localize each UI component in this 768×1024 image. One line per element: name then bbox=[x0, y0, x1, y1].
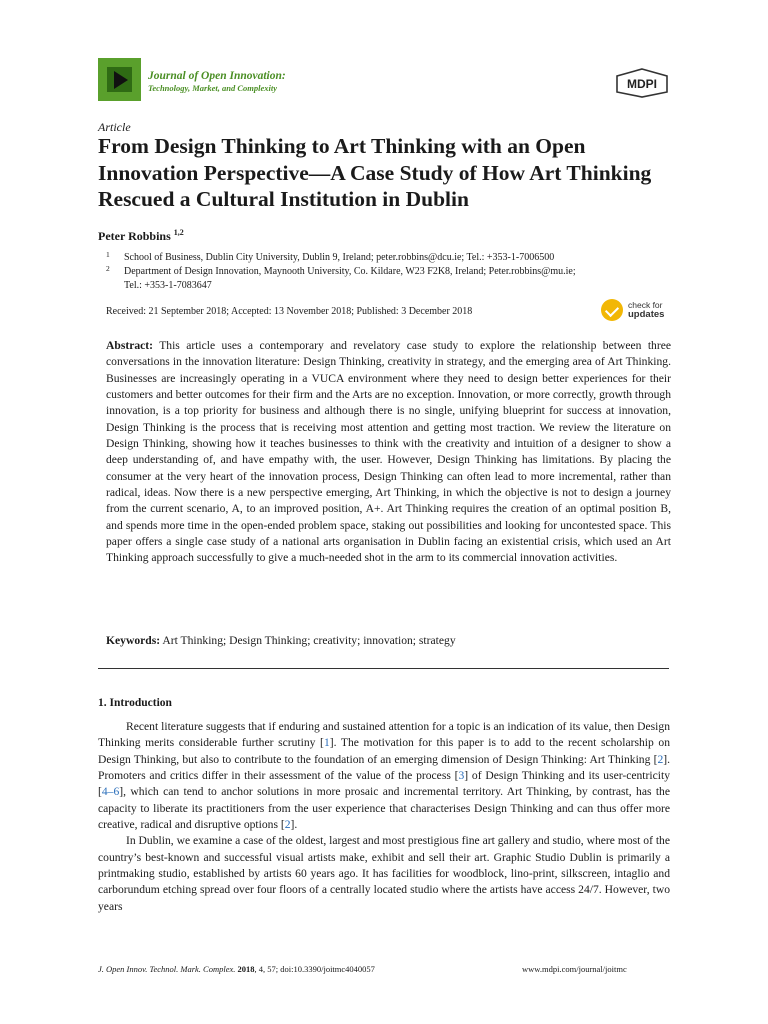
journal-abbreviation: J. Open Innov. Technol. Mark. Complex. bbox=[98, 964, 236, 974]
publication-dates: Received: 21 September 2018; Accepted: 13 November 2018; Published: 3 December 2018 bbox=[106, 306, 473, 317]
check-for-updates-button[interactable] bbox=[601, 298, 673, 324]
affiliation-number: 2 bbox=[106, 264, 110, 273]
check-updates-line2: updates bbox=[628, 309, 665, 320]
check-updates-line1: check for bbox=[628, 300, 663, 310]
keywords bbox=[106, 634, 456, 647]
abstract-label: Abstract: bbox=[106, 339, 154, 352]
footer-citation bbox=[98, 964, 375, 974]
citation-link[interactable]: 2 bbox=[657, 752, 664, 766]
section-heading: 1. Introduction bbox=[98, 697, 172, 709]
citation-year: 2018 bbox=[237, 964, 255, 974]
article-type: Article bbox=[98, 120, 131, 134]
author bbox=[98, 228, 184, 244]
journal-subtitle: Technology, Market, and Complexity bbox=[148, 83, 277, 93]
citation-link[interactable]: 1 bbox=[323, 736, 330, 750]
affiliation-text: Department of Design Innovation, Maynooth University, Co. Kildare, W23 F2K8, Ireland; Peter.robbins@mu.ie; Tel.: +353-1-7083647 bbox=[124, 266, 576, 291]
paragraph: In Dublin, we examine a case of the oldest, largest and most prestigious fine art gallery and studio, where most of the country’s best-known and successful visual artists make, exhibit and sell their art. Graphic Studio Dublin is primarily a printmaking studio, established by artists 60 years ago. It has facilities for woodblock, lino-print, silkscreen, intaglio and carborundum etching spread over four floors of a centrally located studio where the artists have access 24/7. However, two years bbox=[98, 834, 670, 913]
citation-link[interactable]: 3 bbox=[458, 769, 465, 783]
footer-url-link[interactable]: www.mdpi.com/journal/joitmc bbox=[522, 964, 627, 974]
article-title: From Design Thinking to Art Thinking with an Open Innovation Perspective—A Case Study of How Art Thinking Rescued a Cultural Institution in Dublin bbox=[98, 134, 652, 211]
citation-link[interactable]: 2 bbox=[284, 818, 291, 832]
affiliation-number: 1 bbox=[106, 250, 110, 259]
mdpi-logo-icon bbox=[614, 68, 670, 98]
journal-name: Journal of Open Innovation: bbox=[148, 70, 286, 82]
introduction-body bbox=[98, 719, 670, 915]
author-affiliation-marks: 1,2 bbox=[173, 228, 184, 237]
keywords-text: Art Thinking; Design Thinking; creativity; innovation; strategy bbox=[162, 634, 456, 647]
abstract bbox=[106, 338, 671, 567]
affiliation-text: School of Business, Dublin City University, Dublin 9, Ireland; peter.robbins@dcu.ie; Tel.: +353-1-7006500 bbox=[124, 252, 555, 263]
journal-logo-icon bbox=[98, 58, 141, 101]
citation-link[interactable]: 4–6 bbox=[101, 785, 120, 799]
citation-details: , 4, 57; doi:10.3390/joitmc4040057 bbox=[254, 964, 375, 974]
author-name: Peter Robbins bbox=[98, 229, 171, 243]
abstract-text: This article uses a contemporary and revelatory case study to explore the relationship between three conversations in the innovation literature: Design Thinking, creativity in strategy, and the emerging area of Art Thinking. Businesses are increasingly operating in a VUCA environment where they need to design better experiences for their customers and better outcomes for their firm and the Arts are no exception. Innovation, or more correctly, growth through innovation, is a top priority for business and although there is no single, unifying blueprint for success at innovation, Design Thinking is the process that is receiving most attention and getting most traction. We review the literature on Design Thinking, showing how it teaches businesses to think with the creativity and intuition of a designer to show a deep understanding of, and have empathy with, the user. However, Design Thinking has limitations. By placing the consumer at the very heart of the innovation process, Design Thinking can often lead to more incremental, rather than radical, ideas. Now there is a new perspective emerging, Art Thinking, in which the objective is not to design a journey from the current scenario, A, to an improved position, A+. Art Thinking requires the creation of an optimal position B, and spends more time in the open-ended problem space, staking out possibilities and looking for uncontested space. This paper offers a single case study of a national arts organisation in Dublin facing an existential crisis, which used an Art Thinking approach successfully to give a much-needed shot in the arm to its commercial innovation activities. bbox=[106, 339, 671, 565]
paragraph: Recent literature suggests that if enduring and sustained attention for a topic is an indication of its value, then Design Thinking merits considerable further scrutiny [1]. The motivation for this paper is to add to the recent scholarship on Design Thinking, but also to contribute to the foundation of an emerging dimension of Design Thinking: Art Thinking [2]. Promoters and critics differ in their assessment of the value of the process [3] of Design Thinking and its user-centricity [4–6], which can tend to anchor solutions in more prosaic and incremental territory. Art Thinking, by contrast, has the capacity to liberate its practitioners from the user experience that characterises Design Thinking and can thus offer more creative, radical and disruptive options [2]. bbox=[98, 720, 670, 832]
mdpi-logo-text: MDPI bbox=[627, 77, 657, 91]
keywords-label: Keywords: bbox=[106, 634, 161, 647]
check-updates-icon bbox=[601, 299, 623, 321]
section-divider bbox=[98, 668, 669, 669]
